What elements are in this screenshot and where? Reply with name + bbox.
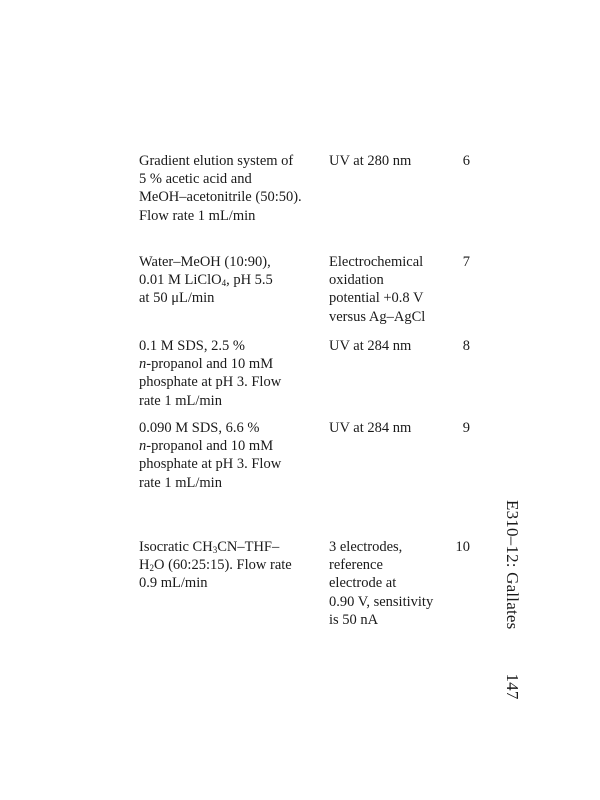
running-head [503,500,521,700]
mobile-phase-text: Flow rate 1 mL/min [139,207,256,224]
mobile-phase-fragment: Isocratic CH [139,539,213,555]
mobile-phase-fragment: O (60:25:15). Flow rate [153,557,292,574]
reference-number: 6 [462,153,470,169]
mobile-phase-text: at 50 μL/min [139,290,215,307]
mobile-phase-text: Water–MeOH (10:90), [139,254,271,270]
reference-number: 10 [455,539,470,555]
detection-text: Electrochemical [329,254,424,270]
subscript: 4 [221,278,227,289]
mobile-phase-text: Gradient elution system of [139,153,294,169]
mobile-phase-cell [139,419,281,492]
mobile-phase-fragment: CN–THF– [217,539,280,555]
mobile-phase-text: phosphate at pH 3. Flow [139,374,282,391]
detection-text: UV at 284 nm [329,338,412,354]
detection-text: versus Ag–AgCl [329,308,426,325]
detection-text: UV at 280 nm [329,153,412,169]
italic-fragment: n [139,356,147,373]
detection-text: oxidation [329,272,384,289]
mobile-phase-fragment: , pH 5.5 [226,272,273,289]
subscript: 3 [212,545,218,555]
mobile-phase-text: rate 1 mL/min [139,474,222,491]
page-number: 147 [503,673,522,700]
detection-text: UV at 284 nm [329,420,412,436]
mobile-phase-text [139,538,292,556]
mobile-phase-text [139,556,292,574]
detection-text: 3 electrodes, [329,539,403,555]
mobile-phase-fragment: 0.01 M LiClO [139,272,222,289]
mobile-phase-cell [139,253,273,308]
reference-number: 9 [462,420,470,436]
mobile-phase-text: rate 1 mL/min [139,392,222,409]
detection-cell [329,538,433,629]
detection-cell [329,152,411,170]
mobile-phase-text: phosphate at pH 3. Flow [139,456,282,473]
mobile-phase-text: MeOH–acetonitrile (50:50). [139,189,302,206]
mobile-phase-text: 5 % acetic acid and [139,171,252,188]
detection-text: is 50 nA [329,611,379,628]
mobile-phase-text [139,355,281,373]
italic-fragment: n [139,438,147,455]
detection-text: reference [329,557,383,574]
mobile-phase-fragment: -propanol and 10 mM [146,438,274,455]
mobile-phase-text: 0.090 M SDS, 6.6 % [139,420,260,436]
mobile-phase-text [139,271,273,289]
mobile-phase-fragment: -propanol and 10 mM [146,356,274,373]
mobile-phase-fragment: H [139,557,150,574]
section-title: E310–12: Gallates [503,500,522,630]
mobile-phase-text: 0.1 M SDS, 2.5 % [139,338,245,354]
mobile-phase-text: 0.9 mL/min [139,575,208,592]
reference-number: 8 [462,338,470,354]
mobile-phase-cell [139,538,292,593]
subscript: 2 [149,563,154,574]
detection-text: electrode at [329,575,397,592]
detection-cell [329,337,411,355]
detection-text: 0.90 V, sensitivity [329,593,434,610]
detection-text: potential +0.8 V [329,290,424,307]
detection-cell [329,419,411,437]
mobile-phase-text [139,437,281,455]
mobile-phase-cell [139,337,281,410]
reference-number: 7 [462,254,470,270]
mobile-phase-cell [139,152,302,225]
detection-cell [329,253,425,326]
